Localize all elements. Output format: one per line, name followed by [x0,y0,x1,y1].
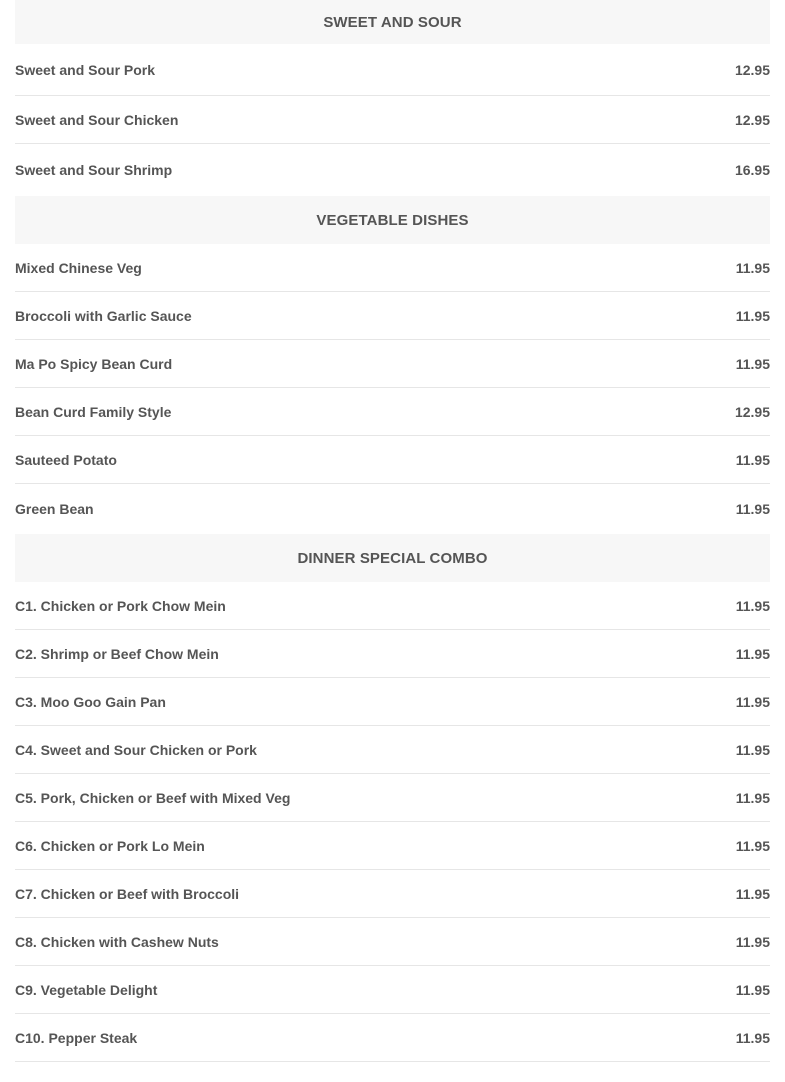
item-price: 11.95 [735,885,770,902]
menu-item[interactable] [15,388,770,436]
item-name: Sweet and Sour Chicken [15,111,179,128]
menu-item[interactable] [15,870,770,918]
item-name: Sweet and Sour Shrimp [15,162,173,178]
item-name: C8. Chicken with Cashew Nuts [15,933,219,950]
item-price: 11.95 [735,355,770,372]
item-price: 11.95 [735,1029,770,1046]
item-price: 11.95 [735,307,770,324]
item-price: 11.95 [735,259,770,276]
item-name: C5. Pork, Chicken or Beef with Mixed Veg [15,789,291,806]
item-price: 11.95 [735,741,770,758]
item-price: 11.95 [735,597,770,614]
item-name: Sweet and Sour Pork [15,61,156,78]
item-name: Sauteed Potato [15,451,117,468]
menu-item[interactable] [15,244,770,292]
item-price: 11.95 [735,933,770,950]
menu-item[interactable] [15,144,770,196]
item-price: 12.95 [734,403,770,420]
item-price: 12.95 [734,61,770,78]
item-name: Green Bean [15,501,94,517]
item-name: C4. Sweet and Sour Chicken or Pork [15,741,257,758]
item-price: 11.95 [735,837,770,854]
menu-item[interactable] [15,918,770,966]
item-name: C10. Pepper Steak [15,1029,138,1046]
item-name: Broccoli with Garlic Sauce [15,307,192,324]
menu-item[interactable] [15,630,770,678]
item-price: 11.95 [735,645,770,662]
section-sweet-and-sour [15,0,770,196]
menu-item[interactable] [15,678,770,726]
menu-item[interactable] [15,96,770,144]
item-price: 11.95 [735,981,770,998]
menu-item[interactable] [15,484,770,534]
section-header: DINNER SPECIAL COMBO [15,534,770,582]
menu-item[interactable] [15,822,770,870]
item-price: 11.95 [735,789,770,806]
menu [15,0,770,1062]
item-price: 11.95 [735,451,770,468]
item-name: C2. Shrimp or Beef Chow Mein [15,645,219,662]
item-price: 12.95 [734,111,770,128]
item-price: 16.95 [734,162,770,178]
item-name: C3. Moo Goo Gain Pan [15,693,166,710]
menu-item[interactable] [15,726,770,774]
section-header: VEGETABLE DISHES [15,196,770,244]
item-name: C7. Chicken or Beef with Broccoli [15,885,240,902]
menu-item[interactable] [15,582,770,630]
menu-item[interactable] [15,292,770,340]
menu-item[interactable] [15,966,770,1014]
item-name: Ma Po Spicy Bean Curd [15,355,173,372]
section-vegetable-dishes [15,196,770,534]
item-price: 11.95 [735,501,770,517]
item-name: C1. Chicken or Pork Chow Mein [15,597,226,614]
item-price: 11.95 [735,693,770,710]
section-dinner-special-combo [15,534,770,1062]
menu-item[interactable] [15,340,770,388]
item-name: C6. Chicken or Pork Lo Mein [15,837,205,854]
menu-item[interactable] [15,436,770,484]
item-name: Bean Curd Family Style [15,403,172,420]
section-header: SWEET AND SOUR [15,0,770,44]
menu-item[interactable] [15,44,770,96]
menu-item[interactable] [15,1014,770,1062]
item-name: C9. Vegetable Delight [15,981,158,998]
menu-item[interactable] [15,774,770,822]
item-name: Mixed Chinese Veg [15,259,142,276]
